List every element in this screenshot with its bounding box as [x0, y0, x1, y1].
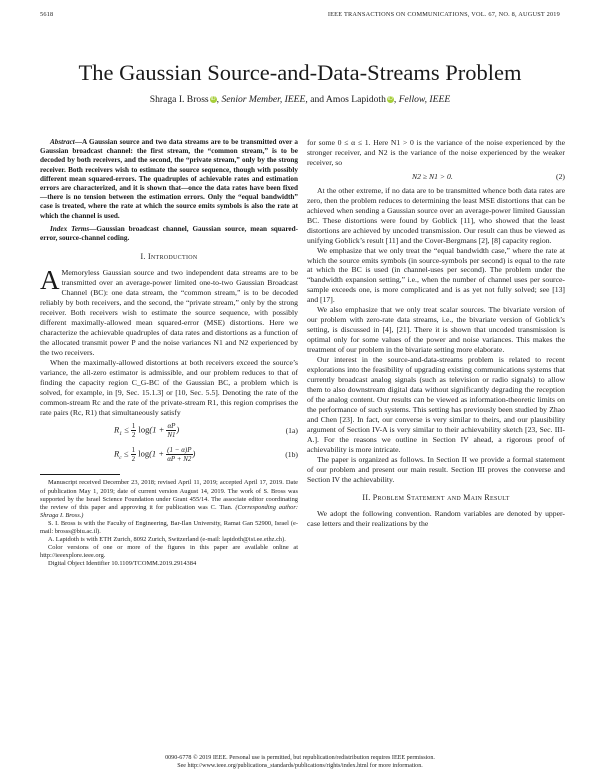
- equation-1b: [40, 444, 298, 468]
- abstract-text: A Gaussian source and two data streams are to be transmitted over a Gaussian broadcast channel: the first stream, the “common stream,” is to be decoded by both receivers, and the second, the “private stream,” only by the strong receiver. Both receivers wish to estimate the source sequence, though with possibly different mean squared-errors. The quadruples of achievable rates and estimation errors are characterized, and it is shown that—once the data rates have been fixed—there is no tension between the estimation errors. Only the “equal bandwidth” case is treated, where the rate at which the source emits symbols is also the rate at which the channel is used.: [40, 138, 298, 220]
- intro-paragraph-1-text: Memoryless Gaussian source and two independent data streams are to be transmitted over an average-power limited one-to-two Gaussian Broadcast Channel (BC): one data stream, the “common stream,” is to be decoded reliably by both receivers, and the second, the “private stream,” only by the strong receiver. Both receivers wish to estimate the source sequence, with possibly different maximally-allowed mean squared-error (MSE) distortions. Here we characterize the achievable quadruples of data rates and distortions as a function of the allocated transmit power P and the noise variances N1 and N2 experienced by the two receivers.: [40, 268, 298, 357]
- eq1a-frac-num: αP: [167, 422, 176, 431]
- eq1b-frac-den: αP + N2: [167, 455, 192, 464]
- abstract: [40, 138, 298, 221]
- equation-2-number: (2): [556, 171, 565, 181]
- orcid-icon[interactable]: iD: [210, 96, 216, 102]
- intro-paragraph-2: When the maximally-allowed distortions at both receivers exceed the source’s variance, the all-zero estimator is admissible, and our problem reduces to that of finding the capacity region C_G-BC of the Gaussian BC, a problem which is solved, for example, in [9, Sec. 15.1.3] or [10, Sec. 5.5]. Denoting the rate of the common-stream Rc and the rate of the private-stream R1, this region comprises the rate pairs (Rc, R1) that simultaneously satisfy: [40, 357, 298, 417]
- equation-1a-number: (1a): [285, 426, 298, 436]
- drop-cap: A: [40, 265, 60, 296]
- right-paragraph-5: The paper is organized as follows. In Section II we provide a formal statement of our problem and present our main result. Section III proves the converse and Section IV the achievability.: [307, 454, 565, 484]
- eq1b-half-num: 1: [131, 446, 136, 455]
- copyright-line-1: 0090-6778 © 2019 IEEE. Personal use is permitted, but republication/redistribution requires IEEE permission.: [165, 755, 435, 761]
- section-1-number: I.: [140, 252, 148, 262]
- footnote-lapidoth: A. Lapidoth is with ETH Zurich, 8092 Zurich, Switzerland (e-mail: lapidoth@isi.ee.ethz.ch).: [48, 536, 286, 544]
- eq1a-close: ): [176, 424, 180, 435]
- right-paragraph-0: for some 0 ≤ α ≤ 1. Here N1 > 0 is the variance of the noise experienced by the stronger receiver, and N2 is the variance of the noise experienced by the weaker receiver, so: [307, 138, 565, 167]
- right-paragraph-1: At the other extreme, if no data are to be transmitted whence both data rates are zero, then the problem reduces to determining the least MSE distortions that can be achieved when sending a Gaussian source over an average-power limited Gaussian BC. These distortions were found by Goblick [11], who showed that the least distortions are achieved by uncoded transmission. Our result can thus be viewed as unifying Goblick’s result [11] and the Cover-Bergmans [2], [8] capacity region.: [307, 185, 565, 245]
- eq1a-frac-den: N1: [167, 431, 176, 440]
- eq1b-lhs: R: [114, 448, 120, 459]
- footnote-manuscript-text: Manuscript received December 23, 2018; revised April 11, 2019; accepted April 17, 2019. Date of publication May 1, 2019; date of current version August 14, 2019. The work of S. Bross was supported by the Israel Science Foundation under Grant 455/14. The associate editor coordinating the review of this paper and approving it for publication was C. Tian.: [40, 479, 298, 511]
- section-2-title: Problem Statement and Main Result: [372, 493, 510, 503]
- eq1b-frac-num: (1 − α)P: [167, 446, 192, 455]
- section-2-number: II.: [362, 493, 373, 503]
- corresponding-author: (Corresponding author: Shraga I. Bross.): [40, 503, 298, 519]
- author-2-role: Fellow, IEEE: [398, 94, 451, 105]
- right-column: [307, 138, 565, 529]
- journal-header: IEEE TRANSACTIONS ON COMMUNICATIONS, VOL. 67, NO. 8, AUGUST 2019: [327, 11, 560, 18]
- author-separator: , and: [305, 94, 326, 105]
- page-number: 5618: [40, 11, 54, 18]
- abstract-dash: —: [74, 138, 82, 146]
- right-paragraph-6: We adopt the following convention. Random variables are denoted by upper-case letters and their realizations by the: [307, 509, 565, 529]
- eq1b-rel: ≤: [121, 448, 131, 459]
- eq1b-sub: c: [119, 455, 122, 462]
- equation-2: [307, 168, 565, 186]
- left-column: [40, 138, 298, 569]
- eq1a-open: (1 +: [149, 424, 167, 435]
- eq1b-log: log: [138, 448, 150, 459]
- eq1b-half-den: 2: [131, 455, 136, 464]
- abstract-label: Abstract: [50, 138, 75, 146]
- orcid-icon[interactable]: iD: [388, 96, 393, 102]
- paper-title: The Gaussian Source-and-Data-Streams Problem: [78, 60, 522, 85]
- author-line: Shraga I. Bross iD, Senior Member, IEEE, and Amos Lapidoth iD, Fellow, IEEE: [149, 94, 451, 105]
- footnote-rule: [40, 474, 120, 475]
- equation-1a: [40, 420, 298, 444]
- author-1-role: Senior Member, IEEE: [221, 94, 306, 105]
- index-terms-text: Gaussian broadcast channel, Gaussian source, mean squared-error, source-channel coding.: [40, 224, 298, 243]
- copyright-footer: [0, 755, 600, 770]
- eq1a-half-den: 2: [131, 431, 136, 440]
- equation-1b-number: (1b): [285, 450, 298, 460]
- eq1b-close: ): [192, 448, 196, 459]
- index-terms: [40, 225, 298, 243]
- footnote-color: Color versions of one or more of the figures in this paper are available online at http://ieeexplore.ieee.org.: [40, 544, 298, 560]
- right-paragraph-4: Our interest in the source-and-data-streams problem is related to recent explorations into the feasibility of upgrading existing communications systems that currently broadcast analog signals (such as television or radio signals) to allow them to also downstream digital data without significantly degrading the reception of the analog content. Our results can be viewed as information-theoretic limits on the performance of such systems. This setting has previously been studied by Zhao and Chen [23]. In fact, our converse is very similar to theirs, and our plausibility argument of Section IV-A is very similar to their achievability sketch [23, Sec. III-A.]. For the reasons we outline in Section IV ahead, a rigorous proof of achievability is more intricate.: [307, 355, 565, 454]
- eq1a-half-num: 1: [131, 422, 136, 431]
- index-terms-dash: —: [89, 224, 97, 233]
- section-2-heading: [307, 493, 565, 503]
- right-paragraph-3: We also emphasize that we only treat scalar sources. The bivariate version of our problem with zero-rate data streams, i.e., the bivariate version of Goblick’s setting, is discussed in [4], [21]. There it is shown that uncoded transmission is optimal only for some values of the power and noise variances. This makes the treatment of our problem in the bivariate setting more elaborate.: [307, 305, 565, 355]
- eq1a-rel: ≤: [121, 424, 131, 435]
- index-terms-label: Index Terms: [50, 224, 90, 233]
- right-paragraph-2: We emphasize that we only treat the “equal bandwidth case,” where the rate at which the source emits symbols (in source-symbols per second) is equal to the rate at which the BC is used (in channel-uses per second). The problem under the “bandwidth expansion setting,” i.e., when the number of channel uses per source-sample exceeds one, is more complicated and is as yet not fully solved; see [13] and [17].: [307, 245, 565, 305]
- eq1a-lhs: R: [114, 424, 120, 435]
- eq1a-log: log: [138, 424, 150, 435]
- footnote-bross: S. I. Bross is with the Faculty of Engineering, Bar-Ilan University, Ramat Gan 52900, Israel (e-mail: brosss@biu.ac.il).: [40, 519, 298, 536]
- equation-2-body: N2 ≥ N1 > 0.: [412, 171, 453, 181]
- section-1-heading: [40, 252, 298, 262]
- eq1b-open: (1 +: [149, 448, 167, 459]
- footnote-manuscript: [40, 479, 298, 519]
- intro-paragraph-1: [40, 265, 298, 358]
- footnote-doi: Digital Object Identifier 10.1109/TCOMM.2019.2914384: [48, 560, 197, 568]
- author-2: Amos Lapidoth: [325, 94, 386, 105]
- copyright-line-2: See http://www.ieee.org/publications_standards/publications/rights/index.html for more information.: [177, 762, 423, 769]
- section-1-title: Introduction: [147, 252, 198, 262]
- eq1a-sub: 1: [119, 431, 122, 438]
- author-1: Shraga I. Bross: [149, 94, 209, 105]
